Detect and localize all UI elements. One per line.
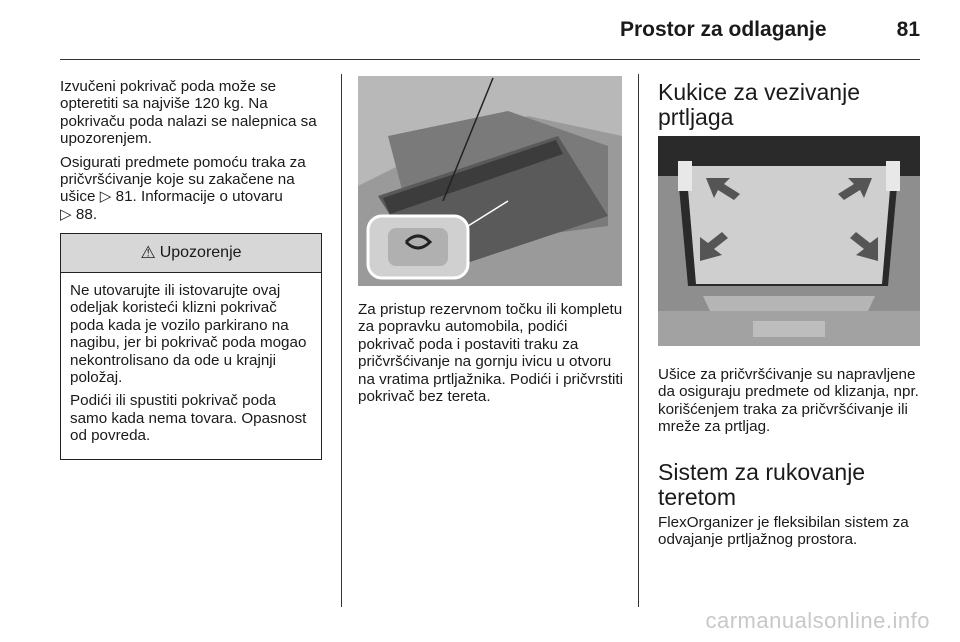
paragraph: Za pristup rezervnom točku ili kompletu za popravku automobila, podići pokrivač poda i postaviti traku za pričvršćivanje na gornju ivicu u otvoru na vratima prtljažnika. Podići i pričvrstiti pokrivač bez tereta. bbox=[358, 301, 624, 406]
trunk-lashing-eyes-illustration bbox=[658, 136, 920, 346]
warning-header bbox=[61, 234, 321, 273]
column-2 bbox=[358, 301, 626, 411]
warning-icon: ⚠ bbox=[140, 243, 156, 262]
page-reference[interactable]: 81 bbox=[115, 188, 133, 206]
column-1 bbox=[60, 78, 325, 229]
column-divider bbox=[341, 74, 342, 607]
paragraph: Ušice za pričvršćivanje su napravljene da osiguraju predmete od klizanja, npr. korišćenjem traka za pričvršćivanje ili mreže za prtljag. bbox=[658, 366, 919, 436]
column-3-paragraph bbox=[658, 514, 923, 555]
warning-body bbox=[61, 273, 321, 459]
watermark: carmanualsonline.info bbox=[705, 608, 930, 633]
cross-reference-icon: ▷ bbox=[60, 205, 72, 223]
warning-title: Upozorenje bbox=[159, 244, 242, 261]
paragraph-text: Osigurati predmete pomoću traka za pričvršćivanje koje su zakačene na ušice bbox=[60, 153, 306, 206]
page-number: 81 bbox=[896, 18, 920, 41]
paragraph bbox=[60, 154, 325, 224]
header-rule bbox=[60, 59, 920, 60]
page-header-title: Prostor za odlaganje bbox=[620, 18, 827, 41]
paragraph-text: . Informacije o utovaru bbox=[132, 188, 283, 206]
column-3-paragraph bbox=[658, 366, 923, 442]
page-reference[interactable]: 88. bbox=[75, 205, 98, 223]
paragraph: Izvučeni pokrivač poda može se opteretiti sa najviše 120 kg. Na pokrivaču poda nalazi se nalepnica sa upozorenjem. bbox=[60, 78, 317, 148]
column-divider bbox=[638, 74, 639, 607]
section-heading: Sistem za rukovanje teretom bbox=[658, 459, 866, 510]
warning-box bbox=[60, 233, 322, 460]
paragraph: FlexOrganizer je fleksibilan sistem za odvajanje prtljažnog prostora. bbox=[658, 514, 909, 549]
cargo-cover-illustration bbox=[358, 76, 622, 286]
section-heading: Kukice za vezivanje prtljaga bbox=[658, 79, 860, 130]
paragraph: Ne utovarujte ili istovarujte ovaj odeljak koristeći klizni pokrivač poda kada je vozilo parkirano na nagibu, jer bi pokrivač poda mogao nekontrolisano da ode u krajnji položaj. bbox=[70, 282, 307, 387]
paragraph: Podići ili spustiti pokrivač poda samo kada nema tovara. Opasnost od povreda. bbox=[70, 392, 307, 445]
cross-reference-icon: ▷ bbox=[99, 188, 112, 206]
